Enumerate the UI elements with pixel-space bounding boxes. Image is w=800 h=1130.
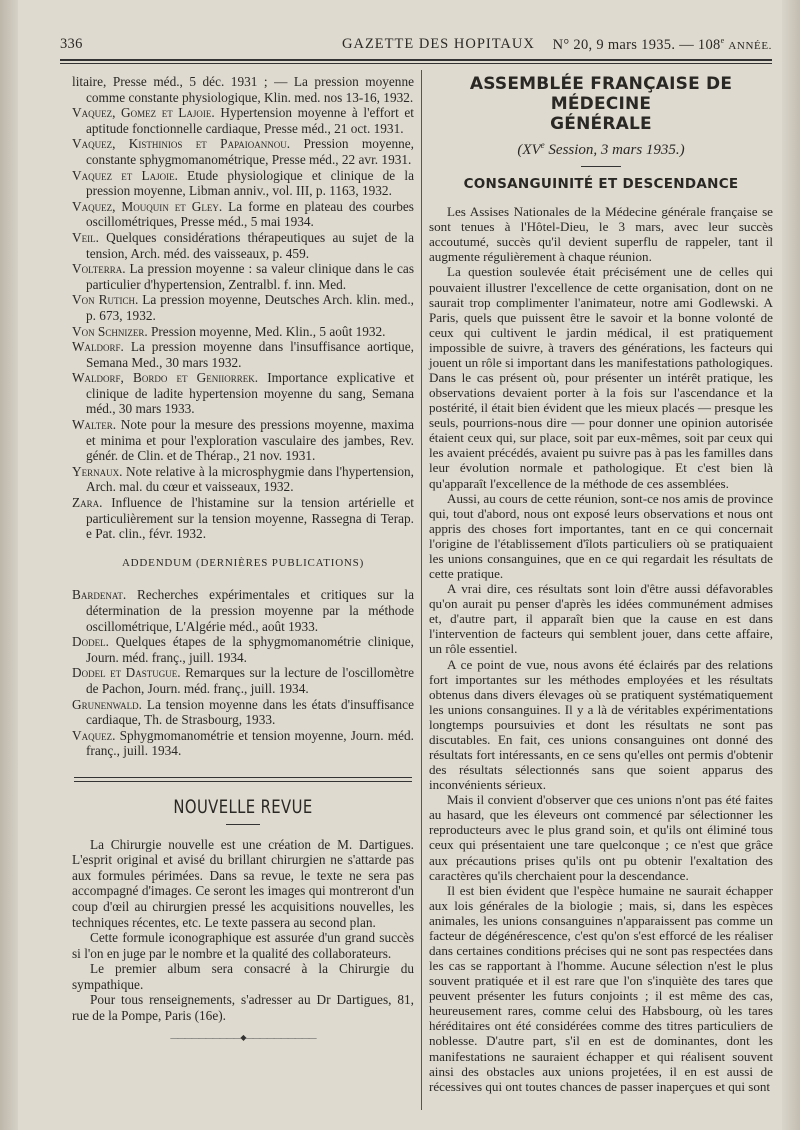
column-separator xyxy=(421,70,422,1110)
reference-author: Vaquez et Lajoie. xyxy=(72,167,178,183)
reference-text: La pression moyenne : sa valeur clinique dans le cas particulier d'hypertension, Zentralbl. f. inn. Med. xyxy=(86,261,414,292)
reference-author: Vaquez, Kisthinios et Papaioannou. xyxy=(72,136,291,152)
issue-sup: e xyxy=(720,36,725,45)
reference-entry xyxy=(72,728,414,759)
reference-author: Von Schnizer. xyxy=(72,323,148,339)
reference-entry xyxy=(72,261,414,292)
reference-author: Vaquez, Gomez et Lajoie. xyxy=(72,105,215,121)
reference-entry xyxy=(72,417,414,464)
paragraph: La Chirurgie nouvelle est une création de M. Dartigues. L'esprit original et avisé du brillant chirurgien ne s'attarde pas aux formules périmées. Dans sa revue, le texte ne sera pas accompagné d'images. Ce seront les images qui montreront d'un coup d'œil au chirurgien pressé les acquisitions nouvelles, les techniques récentes, etc. Le texte passera au second plan. xyxy=(72,836,414,930)
title-rule xyxy=(226,824,260,825)
reference-author: Dodel. xyxy=(72,634,109,650)
reference-author: Vaquez, Mouquin et Gley. xyxy=(72,198,223,214)
paragraph: Aussi, au cours de cette réunion, sont-ce nos amis de province qui, tout d'abord, nous ont exposé leurs observations et nous ont appris des choses fort importantes, tant en ce qui concernait l'origine de l'établissement d'îlots particuliers où se pratiquaient les unions consanguines, que en ce qui regardait les résultats de cette pratique. xyxy=(429,490,773,582)
header-rule xyxy=(60,59,772,61)
paragraph: A ce point de vue, nous avons été éclairés par des relations fort importantes sur les méthodes employées et les résultats obtenus dans divers élevages où se pratiquent systématiquement les unions consanguines. Il y a là de véritables expérimentations longtemps poursuivies et dont les résultats ne sont pas discutables. En fait, ces unions consanguines ont donné des résultats fort intéressants, en ce sens qu'elles ont permis d'obtenir des résultats sélectionnés sans que soient apparus des inconvénients sérieux. xyxy=(429,656,773,793)
reference-text: Note relative à la microsphygmie dans l'hypertension, Arch. mal. du cœur et vaisseaux, 1932. xyxy=(86,463,414,495)
header-rule-thin xyxy=(60,63,772,64)
paragraph: A vrai dire, ces résultats sont loin d'être aussi défavorables qu'on aurait pu penser d'après les idées communément admises et, d'autre part, il apparaît bien que la cause en est dans l'intervention de facteurs qui semblent jouer, dans cette affaire, un rôle essentiel. xyxy=(429,581,773,657)
session-pre: (XV xyxy=(517,142,541,158)
reference-entry xyxy=(72,324,414,340)
reference-text: La tension moyenne dans les états d'insuffisance cardiaque, Th. de Strasbourg, 1933. xyxy=(86,696,414,728)
reference-text: Pression moyenne, Med. Klin., 5 août 1932. xyxy=(147,323,386,339)
reference-author: Grunenwald. xyxy=(72,696,142,712)
reference-entry xyxy=(72,370,414,417)
paragraph: Pour tous renseignements, s'adresser au Dr Dartigues, 81, rue de la Pompe, Paris (16e). xyxy=(72,992,414,1024)
paragraph: Les Assises Nationales de la Médecine générale française se sont tenues à l'Hôtel-Dieu, le 3 mars, avec leur succès accoutumé, succès qu'il devient superflu de rappeler, tant il augmente régulièrement à chaque réunion. xyxy=(429,204,773,265)
reference-author: Volterra. xyxy=(72,261,126,277)
reference-entry xyxy=(72,339,414,370)
addendum-heading: ADDENDUM (DERNIÈRES PUBLICATIONS) xyxy=(121,556,365,569)
bibliography xyxy=(72,74,414,542)
paragraph: Il est bien évident que l'espèce humaine ne saurait échapper aux lois générales de la biologie ; mais, si, dans les espèces animales, les unions consanguines n'apparaissent pas comme un facteur de dégénérescence, c'est qu'on s'est efforcé de les réaliser dans certaines conditions précises qui ne sont pas respectées dans les cas se rapportant à l'homme. Aucune sélection n'est le plus souvent pratiquée et il est rare que l'on s'inquiète des tares que peuvent présenter les futurs conjoints ; il est même des cas, heureusement rares, comme celui des Habsbourg, où les tares héréditaires ont été considérées comme des titres particuliers de noblesse. D'autre part, s'il en est de dominantes, dont les manifestations ne sauraient échapper et qui réalisent souvent ainsi des obstacles aux unions projetées, il en est aussi de récessives qui ont toutes chances de passer inaperçues et qui sont xyxy=(429,882,773,1094)
reference-text: Quelques considérations thérapeutiques au sujet de la tension, Arch. méd. des vaisseaux, p. 459. xyxy=(86,229,414,261)
reference-author: Waldorf, Bordo et Geniiorrek. xyxy=(72,370,259,386)
assembly-title xyxy=(429,74,773,134)
session-subtitle xyxy=(429,138,773,158)
issue-date: N° 20, 9 mars 1935. — 108 xyxy=(552,36,721,53)
reference-author: Von Rutich. xyxy=(72,292,139,308)
reference-text: Influence de l'histamine sur la tension artérielle et particulièrement sur la tension moyenne, Rassegna di Terap. e Pat. clin., févr. 1932. xyxy=(86,495,414,542)
reference-author: Vaquez. xyxy=(72,727,116,743)
paragraph: Le premier album sera consacré à la Chirurgie du sympathique. xyxy=(72,961,414,992)
reference-text: Remarques sur la lecture de l'oscillomètre de Pachon, Journ. méd. franç., juill. 1934. xyxy=(86,665,414,696)
issue-info xyxy=(553,36,772,54)
issue-annee: ANNÉE. xyxy=(728,39,772,52)
paragraph: Cette formule iconographique est assurée d'un grand succès si l'on en juge par le nombre et la qualité des collaborateurs. xyxy=(72,930,414,961)
paragraph: La question soulevée était précisément une de celles qui pouvaient illustrer l'excellence de cette organisation, dont on ne saurait trop complimenter l'animateur, notre ami Godlewski. A Paris, quels que puissent être le savoir et la bonne volonté de ceux qui cultivent le jardin médical, il est pratiquement impossible de suivre, à travers des générations, les facteurs qui jouent un rôle si important dans les manifestations pathologiques. Dans le cas présent où, pour présenter un intérêt pratique, les observations devaient porter à la fois sur l'ascendance et la postérité, il était bien évident que les mieux placés — presque les seuls, pourrions-nous dire — pour donner une opinion autorisée étaient ceux qui, sur place, soit par eux-mêmes, soit par ceux qui les avaient précédés, avaient pu suivre pas à pas les familles dans leur évolution normale et pathologique. Et c'est bien là qu'apparaît l'excellence de la méthode de ces assemblées. xyxy=(429,264,773,491)
subtitle-rule xyxy=(581,166,621,167)
session-post: Session, 3 mars 1935.) xyxy=(544,142,685,158)
reference-text: La pression moyenne dans l'insuffisance aortique, Semana Med., 30 mars 1932. xyxy=(86,339,414,370)
journal-title: GAZETTE DES HOPITAUX xyxy=(342,36,535,52)
reference-text: litaire, Presse méd., 5 déc. 1931 ; — La pression moyenne comme constante physiologique, Klin. med. nos 13-16, 1932. xyxy=(72,74,414,105)
nouvelle-revue-body xyxy=(72,837,414,1024)
left-column xyxy=(72,74,414,1045)
reference-author: Bardenat. xyxy=(72,587,127,603)
section-double-rule xyxy=(74,777,412,782)
assembly-title-line1: ASSEMBLÉE FRANÇAISE DE MÉDECINE xyxy=(469,74,733,114)
section-heading: CONSANGUINITÉ ET DESCENDANCE xyxy=(463,176,739,193)
reference-entry xyxy=(72,230,414,261)
article-body xyxy=(429,204,773,1094)
reference-author: Zara. xyxy=(72,495,103,511)
addendum-list xyxy=(72,587,414,759)
reference-author: Walter. xyxy=(72,417,117,433)
reference-entry xyxy=(72,105,414,136)
reference-text: Quelques étapes de la sphygmomanométrie clinique, Journ. méd. franç., juill. 1934. xyxy=(86,634,414,665)
reference-text: La pression moyenne, Deutsches Arch. klin. med., p. 673, 1932. xyxy=(86,292,414,323)
reference-text: Sphygmomanométrie et tension moyenne, Journ. méd. franç., juill. 1934. xyxy=(86,727,414,759)
reference-entry xyxy=(72,136,414,167)
reference-entry xyxy=(72,168,414,199)
page-left-edge xyxy=(0,0,18,1130)
reference-author: Veil. xyxy=(72,229,99,245)
reference-text: La forme en plateau des courbes oscillométriques, Presse méd., 5 mai 1934. xyxy=(86,198,414,230)
reference-entry xyxy=(72,587,414,634)
page-number: 336 xyxy=(60,36,83,52)
reference-text: Note pour la mesure des pressions moyenne, maxima et minima et pour l'exploration vasculaire des jambes, Rev. génér. de Clin. et de Thérap., 21 nov. 1931. xyxy=(86,417,414,464)
reference-text: Recherches expérimentales et critiques sur la détermination de la pression moyenne par la méthode oscillométrique, L'Algérie méd., août 1933. xyxy=(86,587,414,634)
reference-author: Dodel et Dastugue. xyxy=(72,665,181,681)
reference-entry xyxy=(72,464,414,495)
page-right-edge xyxy=(782,0,800,1130)
paragraph: Mais il convient d'observer que ces unions n'ont pas été faites au hasard, que les éleveurs ont commencé par sélectionner les reproducteurs avec le plus grand soin, et qu'ils ont éliminé tous ceux qui présentaient une tare quelconque ; ce n'est que grâce aux précautions prises qu'ils ont pu obtenir l'exaltation des caractères qu'ils cherchaient pour la descendance. xyxy=(429,792,773,883)
reference-entry xyxy=(72,199,414,230)
reference-entry xyxy=(72,697,414,728)
reference-author: Waldorf. xyxy=(72,339,124,355)
assembly-title-line2: GÉNÉRALE xyxy=(550,114,652,134)
right-column xyxy=(429,72,773,1094)
reference-text: Importance explicative et clinique de ladite hypertension moyenne du sang, Semana méd., 30 mars 1933. xyxy=(86,370,414,417)
reference-entry xyxy=(72,74,414,105)
reference-entry xyxy=(72,634,414,665)
reference-author: Yernaux. xyxy=(72,463,123,479)
end-ornament: ——————————◆—————————— xyxy=(170,1032,316,1042)
reference-entry xyxy=(72,292,414,323)
reference-text: Etude physiologique et clinique de la pression moyenne, Libman anniv., vol. III, p. 1163, 1932. xyxy=(86,167,414,199)
reference-entry xyxy=(72,665,414,696)
reference-text: Pression moyenne, constante sphygmomanométrique, Presse méd., 22 avr. 1931. xyxy=(86,136,414,167)
nouvelle-revue-title: NOUVELLE REVUE xyxy=(173,795,313,818)
reference-entry xyxy=(72,495,414,542)
reference-text: Hypertension moyenne à l'effort et aptitude fonctionnelle cardiaque, Presse méd., 21 oct. 1931. xyxy=(86,105,414,136)
session-sup: e xyxy=(540,140,545,150)
running-header xyxy=(60,36,772,56)
